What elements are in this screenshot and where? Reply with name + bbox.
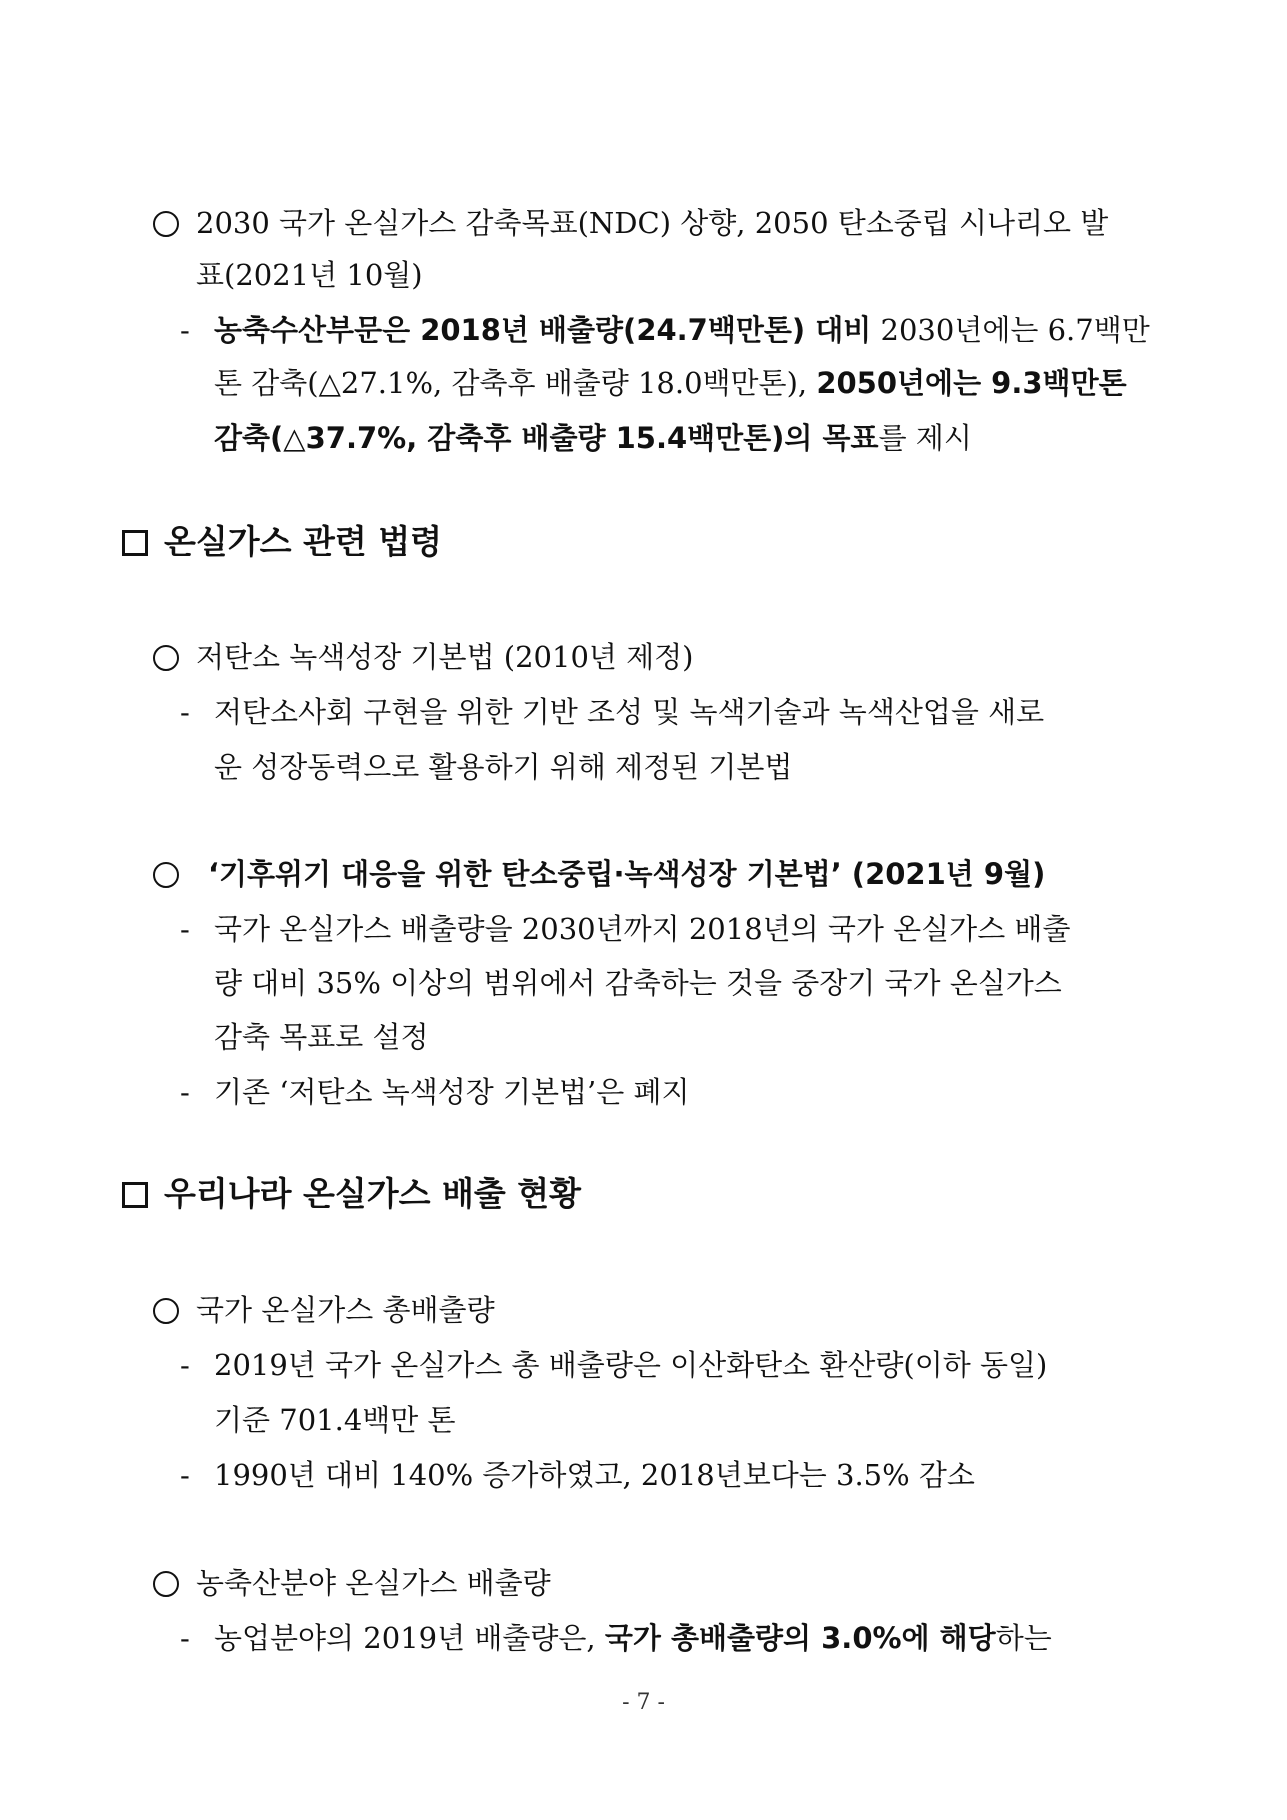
bullet-text: 농축산분야 온실가스 배출량 — [196, 1566, 551, 1600]
section-heading — [122, 520, 442, 564]
normal-text: 하는 — [995, 1621, 1052, 1655]
dash-marker: - — [180, 313, 190, 347]
bullet-text: 표(2021년 10월) — [196, 258, 423, 292]
bold-text: 감축(△37.7%, 감축후 배출량 15.4백만톤)의 목표 — [214, 421, 879, 455]
bold-text: 농축수산부문은 2018년 배출량(24.7백만톤) 대비 — [214, 313, 872, 347]
circle-bullet-icon — [153, 637, 179, 677]
dash-marker: - — [180, 1458, 190, 1492]
normal-text: 2030년에는 6.7백만 — [871, 313, 1150, 347]
dash-text: 기존 ‘저탄소 녹색성장 기본법’은 폐지 — [214, 1075, 690, 1109]
dash-text: 1990년 대비 140% 증가하였고, 2018년보다는 3.5% 감소 — [214, 1458, 975, 1492]
checkbox-square-icon — [122, 1182, 148, 1208]
circle-bullet-icon — [153, 203, 179, 243]
dash-text: 운 성장동력으로 활용하기 위해 제정된 기본법 — [214, 750, 793, 784]
bullet-text: 2030 국가 온실가스 감축목표(NDC) 상향, 2050 탄소중립 시나리오 발 — [196, 206, 1109, 240]
dash-text: 저탄소사회 구현을 위한 기반 조성 및 녹색기술과 녹색산업을 새로 — [214, 695, 1045, 729]
bold-text: 국가 총배출량의 3.0%에 해당 — [604, 1621, 996, 1655]
normal-text: 농업분야의 2019년 배출량은, — [214, 1621, 605, 1655]
dash-text — [214, 310, 1150, 350]
bullet-text: 국가 온실가스 총배출량 — [196, 1293, 495, 1327]
bullet-text: 저탄소 녹색성장 기본법 (2010년 제정) — [196, 640, 694, 674]
bullet-text: ‘기후위기 대응을 위한 탄소중립·녹색성장 기본법’ (2021년 9월) — [208, 857, 1046, 891]
section-title: 온실가스 관련 법령 — [164, 522, 443, 561]
page-number: - 7 - — [622, 1690, 665, 1715]
dash-marker: - — [180, 695, 190, 729]
dash-text — [214, 1618, 1052, 1658]
section-heading — [122, 1172, 581, 1216]
dash-marker: - — [180, 912, 190, 946]
checkbox-square-icon — [122, 530, 148, 556]
circle-bullet-icon — [153, 1290, 179, 1330]
dash-text: 국가 온실가스 배출량을 2030년까지 2018년의 국가 온실가스 배출 — [214, 912, 1071, 946]
dash-text — [214, 363, 1127, 403]
dash-text — [214, 418, 972, 458]
bold-text: 2050년에는 9.3백만톤 — [816, 366, 1127, 400]
circle-bullet-icon — [153, 1563, 179, 1603]
normal-text: 톤 감축(△27.1%, 감축후 배출량 18.0백만톤), — [214, 366, 817, 400]
circle-bullet-icon — [153, 854, 179, 894]
dash-text: 량 대비 35% 이상의 범위에서 감축하는 것을 중장기 국가 온실가스 — [214, 966, 1062, 1000]
normal-text: 를 제시 — [878, 421, 972, 455]
dash-marker: - — [180, 1348, 190, 1382]
dash-marker: - — [180, 1075, 190, 1109]
dash-text: 기준 701.4백만 톤 — [214, 1403, 456, 1437]
section-title: 우리나라 온실가스 배출 현황 — [164, 1174, 582, 1213]
dash-marker: - — [180, 1621, 190, 1655]
dash-text: 2019년 국가 온실가스 총 배출량은 이산화탄소 환산량(이하 동일) — [214, 1348, 1048, 1382]
dash-text: 감축 목표로 설정 — [214, 1020, 429, 1054]
